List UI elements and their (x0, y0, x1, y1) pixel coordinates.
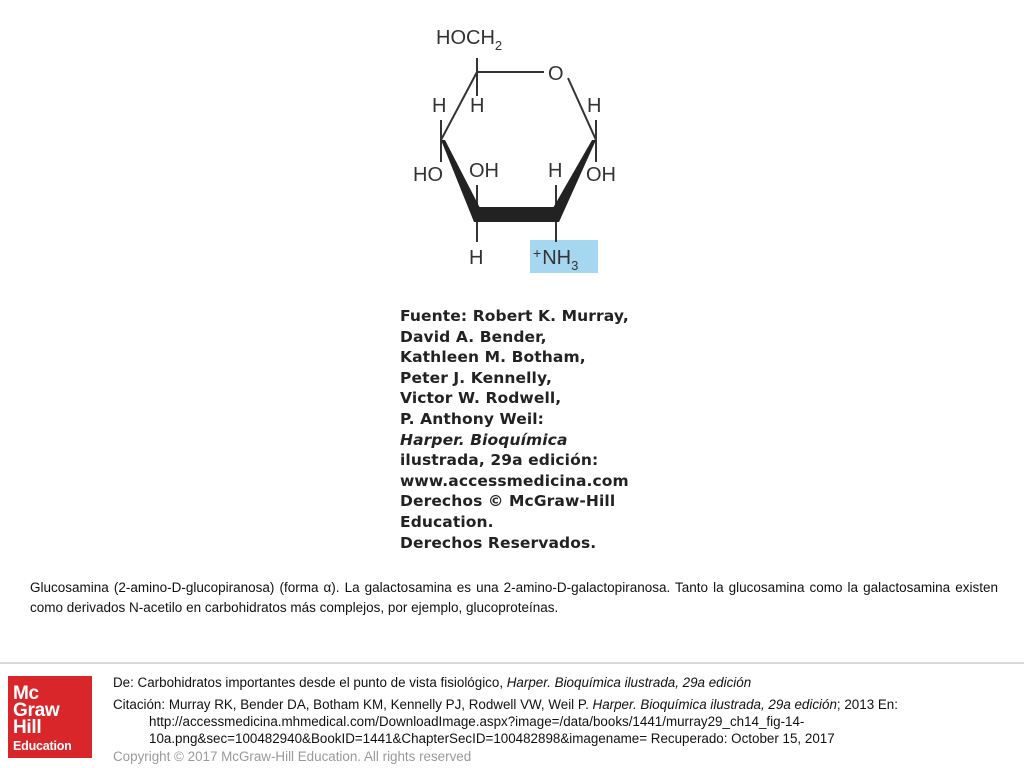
nh3-label: $^+NH_3$ (533, 245, 579, 273)
source-line: P. Anthony Weil: (400, 409, 544, 428)
source-prefix: De: Carbohidratos importantes desde el punto de vista fisiológico, (113, 675, 507, 690)
source-line: Fuente: Robert K. Murray, (400, 307, 629, 325)
citation-url-line: http://accessmedicina.mhmedical.com/DownloadImage.aspx?image=/data/books/1441/murray29_ch14_fig-14- (149, 714, 805, 729)
oh-label-c3: OH (469, 160, 499, 182)
source-line: Education. (400, 512, 494, 531)
figure-caption: Glucosamina (2-amino-D-glucopiranosa) (forma α). La galactosamina es una 2-amino-D-galactopiranosa. Tanto la glucosamina como la galactosamina existen como derivados N-acetilo en carbohidratos más complejos, por ejemplo, glucoproteínas. (30, 580, 998, 615)
source-reference (113, 674, 993, 691)
citation (113, 696, 993, 713)
citation-url-line: 10a.png&sec=100482940&BookID=1441&ChapterSecID=100482898&imagename= Recuperado: October 15, 2017 (149, 731, 835, 746)
citation-book-title: Harper. Bioquímica ilustrada, 29a edición (592, 697, 837, 712)
footer-divider (0, 662, 1024, 664)
logo-line: Education (13, 739, 72, 753)
oh-label-c1: OH (586, 164, 616, 186)
citation-authors: Citación: Murray RK, Bender DA, Botham KM, Kennelly PJ, Rodwell VW, Weil P. (113, 697, 593, 712)
source-book-title: Harper. Bioquímica ilustrada, 29a edición (506, 675, 752, 690)
ring-oxygen-label: O (548, 63, 564, 85)
copyright-notice: Copyright © 2017 McGraw-Hill Education. All rights reserved (113, 749, 472, 764)
h-label-c3-bottom: H (469, 247, 484, 269)
hoch2-label: $HOCH_2$ (436, 27, 503, 53)
logo-line: Hill (13, 717, 42, 738)
source-line: ilustrada, 29a edición: (400, 451, 599, 470)
glucosamine-structure-diagram (396, 18, 628, 306)
ring-bold-edges (441, 140, 596, 222)
footer-citation (113, 674, 993, 765)
figure-source-attribution (396, 306, 628, 558)
h-label-c1-top: H (587, 95, 602, 117)
source-line: Peter J. Kennelly, (400, 368, 552, 387)
mcgraw-hill-education-logo (8, 676, 92, 758)
citation-year: ; 2013 En: (836, 697, 898, 712)
logo-line: Mc (13, 683, 39, 704)
ho-label-c4: HO (413, 164, 443, 186)
source-line: David A. Bender, (400, 327, 547, 346)
source-line: Victor W. Rodwell, (400, 389, 562, 408)
source-line: Derechos Reservados. (400, 533, 597, 552)
h-label-c5: H (432, 95, 447, 117)
source-line: www.accessmedicina.com (400, 471, 629, 490)
h-label-c2-top: H (548, 160, 563, 182)
source-line: Derechos © McGraw-Hill (400, 492, 616, 511)
source-line: Kathleen M. Botham, (400, 348, 586, 367)
h-label-c4-top: H (470, 95, 485, 117)
logo-line: Graw (13, 700, 60, 721)
source-line: Harper. Bioquímica (400, 430, 568, 449)
